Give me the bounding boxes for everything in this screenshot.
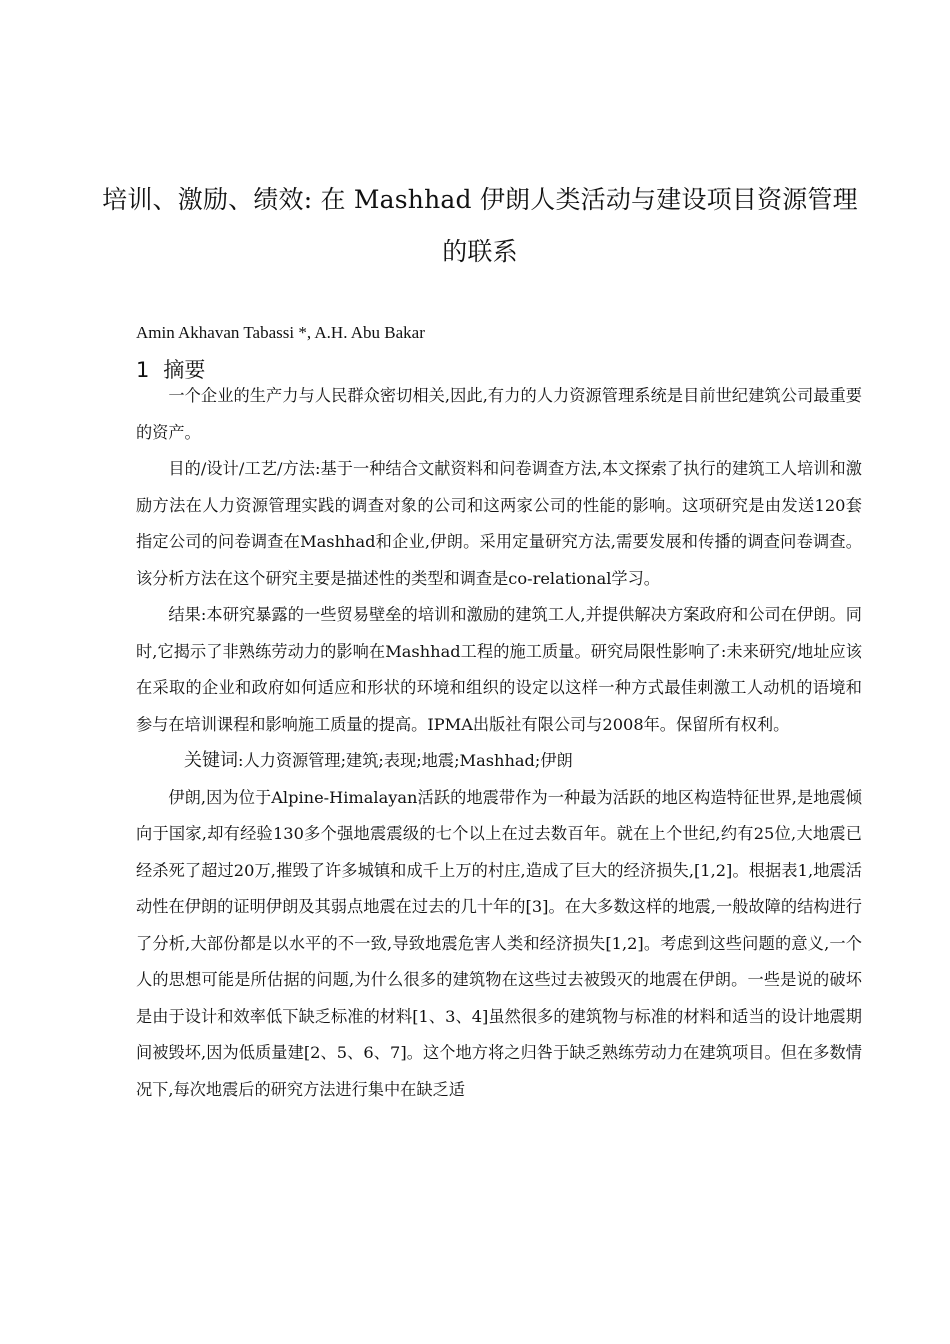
- section-number: 1: [136, 358, 150, 382]
- intro-paragraph: 伊朗,因为位于Alpine-Himalayan活跃的地震带作为一种最为活跃的地区构造特征世界,是地震倾向于国家,却有经验130多个强地震震级的七个以上在过去数百年。就在上个世纪,约有25位,大地震已经杀死了超过20万,摧毁了许多城镇和成千上万的村庄,造成了巨大的经济损失,[1,2]。根据表1,地震活动性在伊朗的证明伊朗及其弱点地震在过去的几十年的[3]。在大多数这样的地震,一般故障的结构进行了分析,大部份都是以水平的不一致,导致地震危害人类和经济损失[1,2]。考虑到这些问题的意义,一个人的思想可能是所估据的问题,为什么很多的建筑物在这些过去被毁灭的地震在伊朗。一些是说的破坏是由于设计和效率低下缺乏标准的材料[1、3、4]虽然很多的建筑物与标准的材料和适当的设计地震期间被毁坏,因为低质量建[2、5、6、7]。这个地方将之归咎于缺乏熟练劳动力在建筑项目。但在多数情况下,每次地震后的研究方法进行集中在缺乏适: [136, 787, 862, 1099]
- keywords-text: :人力资源管理;建筑;表现;地震;Mashhad;伊朗: [238, 751, 573, 770]
- keywords-label: 关键词: [184, 750, 238, 771]
- document-title: 培训、激励、绩效: 在 Mashhad 伊朗人类活动与建设项目资源管理的联系: [102, 185, 858, 266]
- keywords-line: [136, 743, 862, 780]
- author-line: Amin Akhavan Tabassi *, A.H. Abu Bakar: [136, 323, 425, 342]
- abstract-body: [136, 378, 862, 1108]
- abstract-paragraph-2: 目的/设计/工艺/方法:基于一种结合文献资料和问卷调查方法,本文探索了执行的建筑工人培训和激励方法在人力资源管理实践的调查对象的公司和这两家公司的性能的影响。这项研究是由发送120套指定公司的问卷调查在Mashhad和企业,伊朗。采用定量研究方法,需要发展和传播的调查问卷调查。该分析方法在这个研究主要是描述性的类型和调查是co-relational学习。: [136, 459, 862, 588]
- abstract-paragraph-3: 结果:本研究暴露的一些贸易壁垒的培训和激励的建筑工人,并提供解决方案政府和公司在伊朗。同时,它揭示了非熟练劳动力的影响在Mashhad工程的施工质量。研究局限性影响了:未来研究/地址应该在采取的企业和政府如何适应和形状的环境和组织的设定以这样一种方式最佳刺激工人动机的语境和参与在培训课程和影响施工质量的提高。IPMA出版社有限公司与2008年。保留所有权利。: [136, 605, 862, 734]
- abstract-paragraph-1: 一个企业的生产力与人民群众密切相关,因此,有力的人力资源管理系统是目前世纪建筑公司最重要的资产。: [136, 386, 862, 442]
- section-title: 摘要: [163, 358, 206, 382]
